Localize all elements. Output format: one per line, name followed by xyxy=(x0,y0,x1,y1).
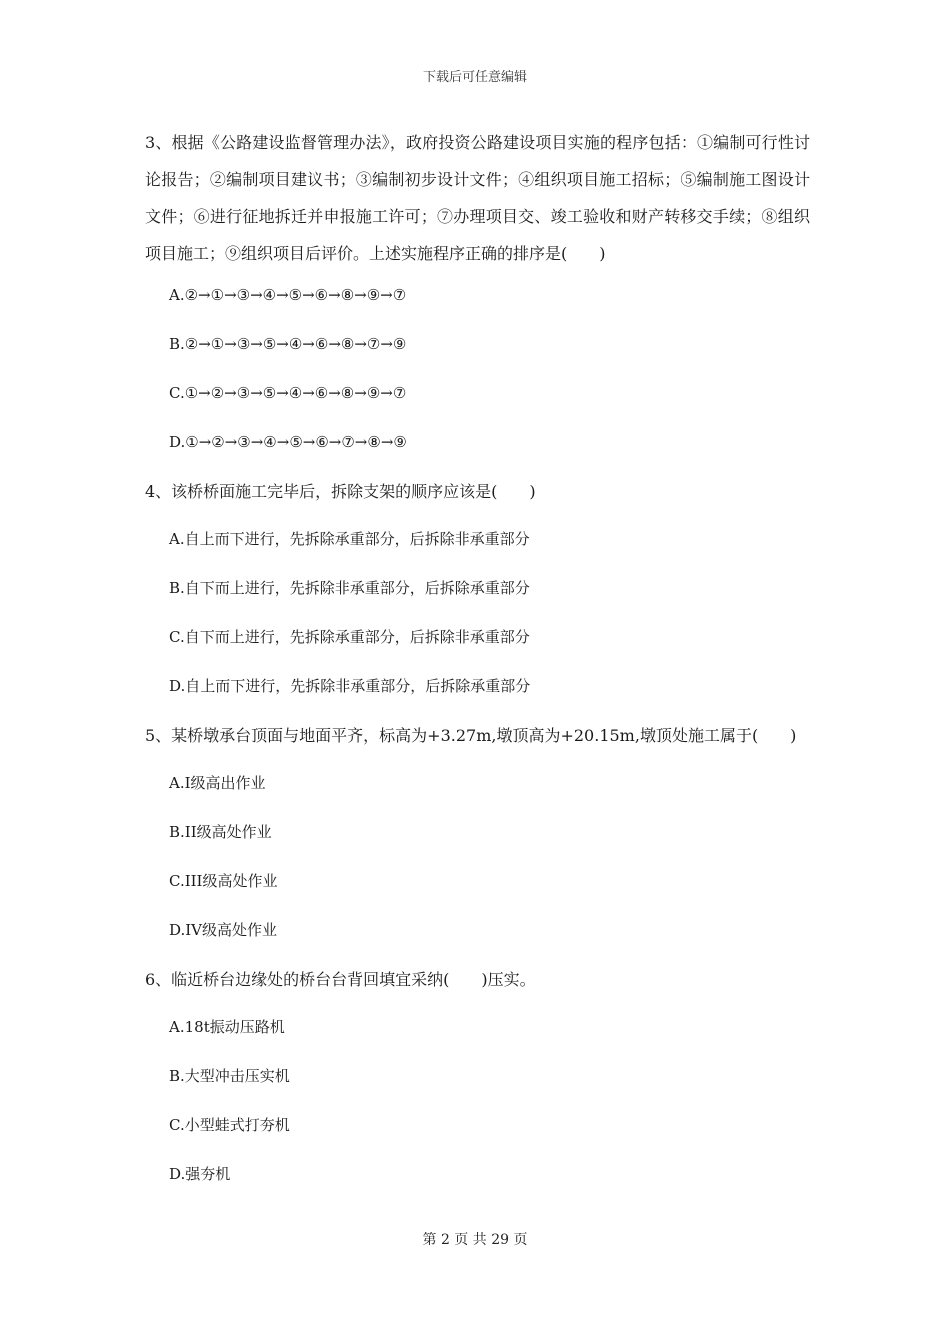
option-a: A.I级高出作业 xyxy=(169,774,266,792)
option-c: C.自下而上进行，先拆除承重部分，后拆除非承重部分 xyxy=(169,628,530,646)
option-a: A.自上而下进行，先拆除承重部分，后拆除非承重部分 xyxy=(169,530,530,548)
option-b: B.②→①→③→⑤→④→⑥→⑧→⑦→⑨ xyxy=(169,335,407,353)
option-c: C.III级高处作业 xyxy=(169,872,278,890)
document-body xyxy=(145,124,810,1211)
page-footer: 第 2 页 共 29 页 xyxy=(422,1232,528,1248)
page-header: 下载后可任意编辑 xyxy=(422,70,527,85)
option-list xyxy=(145,771,810,967)
question-stem: 6、临近桥台边缘处的桥台台背回填宜采纳( )压实。 xyxy=(145,970,536,989)
question-stem: 4、该桥桥面施工完毕后，拆除支架的顺序应该是( ) xyxy=(145,482,536,501)
question-5 xyxy=(145,723,810,967)
question-stem: 3、根据《公路建设监督管理办法》，政府投资公路建设项目实施的程序包括：①编制可行性讨论报告；②编制项目建议书；③编制初步设计文件；④组织项目施工招标；⑤编制施工图设计文件；⑥进行征地拆迁并申报施工许可；⑦办理项目交、竣工验收和财产转移交手续；⑧组织项目施工；⑨组织项目后评价。上述实施程序正确的排序是( ) xyxy=(145,133,810,263)
question-4 xyxy=(145,479,810,723)
option-list xyxy=(145,283,810,479)
option-d: D.IV级高处作业 xyxy=(169,921,278,939)
option-b: B.自下而上进行，先拆除非承重部分，后拆除承重部分 xyxy=(169,579,530,597)
option-list xyxy=(145,527,810,723)
option-d: D.强夯机 xyxy=(169,1165,231,1183)
option-c: C.①→②→③→⑤→④→⑥→⑧→⑨→⑦ xyxy=(169,384,407,402)
option-c: C.小型蛙式打夯机 xyxy=(169,1116,290,1134)
option-a: A.18t振动压路机 xyxy=(169,1018,285,1036)
option-d: D.自上而下进行，先拆除非承重部分，后拆除承重部分 xyxy=(169,677,531,695)
question-3 xyxy=(145,124,810,479)
option-b: B.大型冲击压实机 xyxy=(169,1067,290,1085)
option-list xyxy=(145,1015,810,1211)
option-a: A.②→①→③→④→⑤→⑥→⑧→⑨→⑦ xyxy=(169,286,407,304)
question-stem: 5、某桥墩承台顶面与地面平齐，标高为+3.27m,墩顶高为+20.15m,墩顶处施工属于( ) xyxy=(145,726,797,745)
option-d: D.①→②→③→④→⑤→⑥→⑦→⑧→⑨ xyxy=(169,433,407,451)
question-6 xyxy=(145,967,810,1211)
option-b: B.II级高处作业 xyxy=(169,823,272,841)
